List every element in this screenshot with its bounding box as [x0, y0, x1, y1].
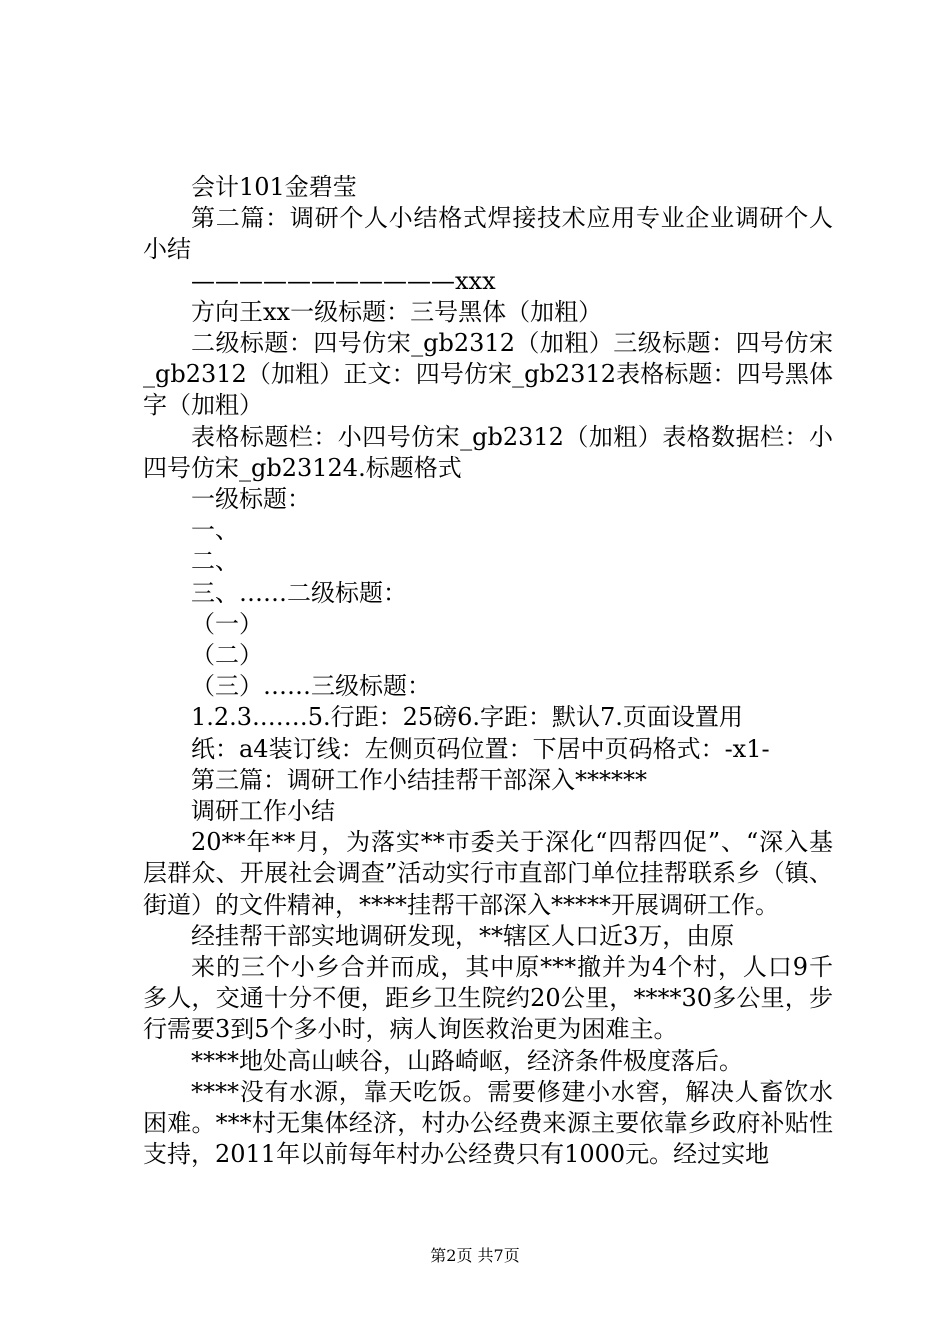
paragraph: 调研工作小结	[191, 797, 335, 826]
paragraph: ****没有水源，靠天吃饭。需要修建小水窖，解决人畜饮水困难。***村无集体经济，村办公经费来源主要依靠乡政府补贴性支持，2011年以前每年村办公经费只有1000元。经过实地	[143, 1077, 833, 1169]
paragraph: 二级标题：四号仿宋_gb2312（加粗）三级标题：四号仿宋_gb2312（加粗）正文：四号仿宋_gb2312表格标题：四号黑体字（加粗）	[143, 329, 833, 420]
paragraph: 表格标题栏：小四号仿宋_gb2312（加粗）表格数据栏：小四号仿宋_gb23124.标题格式	[143, 422, 833, 482]
paragraph: 20**年**月，为落实**市委关于深化“四帮四促”、“深入基层群众、开展社会调查”活动实行市直部门单位挂帮联系乡（镇、街道）的文件精神，****挂帮干部深入*****开展调研工作。	[143, 828, 833, 919]
paragraph: ———————————xxx	[191, 266, 496, 295]
paragraph: 纸：a4装订线：左侧页码位置：下居中页码格式：-x1-	[191, 734, 770, 763]
paragraph: 一级标题：	[191, 485, 311, 514]
paragraph: 来的三个小乡合并而成，其中原***撤并为4个村，人口9千多人，交通十分不便，距乡卫生院约20公里，****30多公里，步行需要3到5个多小时，病人询医救治更为困难主。	[143, 953, 833, 1044]
paragraph: 会计101金碧莹	[191, 173, 357, 201]
paragraph: ****地处高山峡谷，山路崎岖，经济条件极度落后。	[191, 1046, 743, 1075]
paragraph: （三）……三级标题：	[191, 672, 431, 701]
paragraph: 方向王xx一级标题：三号黑体（加粗）	[191, 297, 603, 326]
document-body	[143, 172, 833, 1171]
paragraph: 三、……二级标题：	[191, 578, 407, 607]
paragraph: 第三篇：调研工作小结挂帮干部深入******	[191, 765, 647, 794]
page-number: 第2页 共7页	[430, 1246, 520, 1265]
paragraph: （二）	[191, 641, 263, 670]
paragraph: 第二篇：调研个人小结格式焊接技术应用专业企业调研个人小结	[143, 204, 833, 264]
paragraph: 1.2.3.……5.行距：25磅6.字距：默认7.页面设置用	[191, 703, 743, 732]
paragraph: （一）	[191, 609, 263, 638]
paragraph: 一、	[191, 516, 239, 545]
paragraph: 二、	[191, 547, 239, 576]
paragraph: 经挂帮干部实地调研发现，**辖区人口近3万，由原	[191, 921, 735, 950]
